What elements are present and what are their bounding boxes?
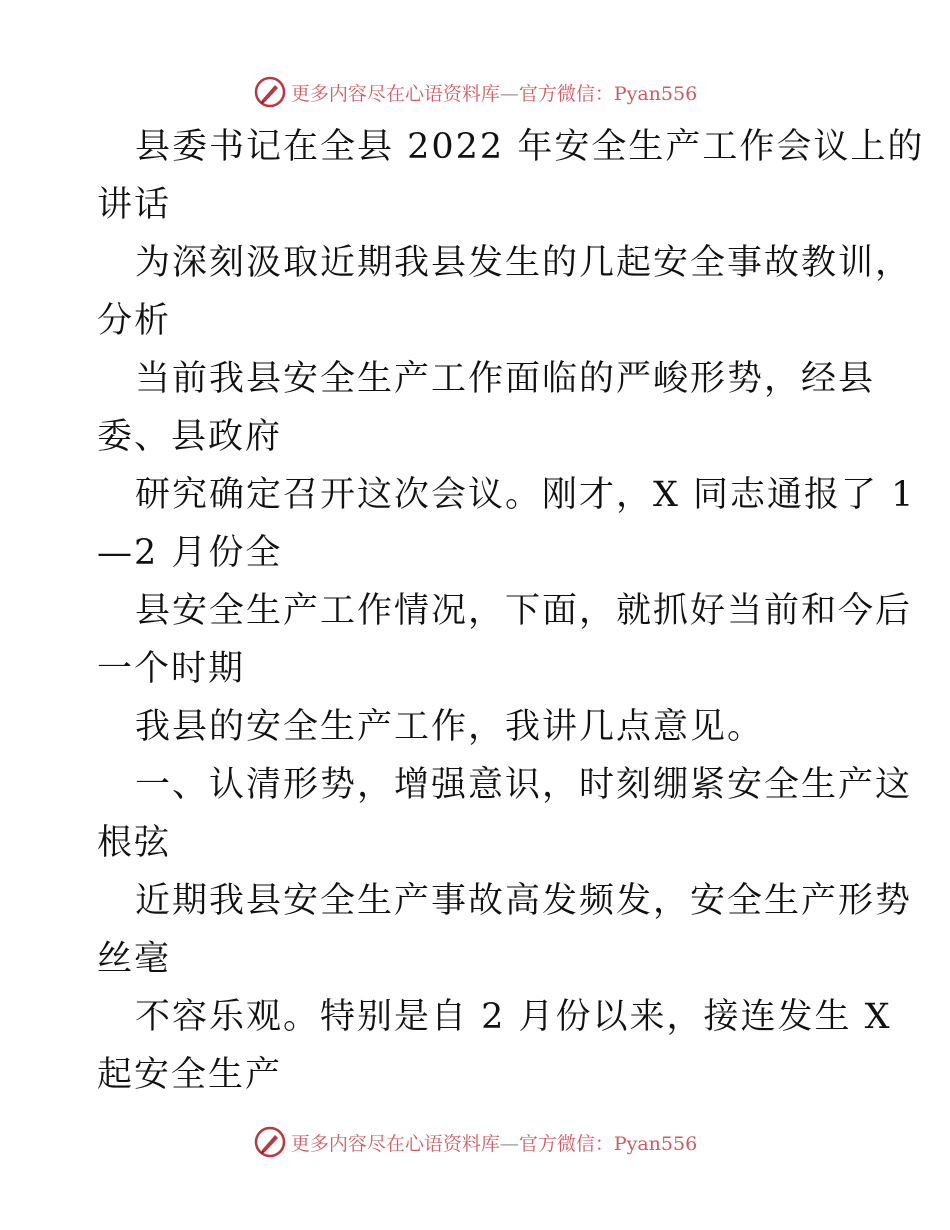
banner-text-main: 更多内容尽在心语资料库 xyxy=(290,1132,500,1155)
banner-text xyxy=(291,79,697,106)
text-line: 委、县政府 xyxy=(97,417,283,457)
pen-logo-icon xyxy=(253,1125,287,1159)
banner-text-tail: 官方微信：Pyan556 xyxy=(518,1132,698,1155)
text-line: 为深刻汲取近期我县发生的几起安全事故教训， xyxy=(135,243,913,283)
text-line: 一、认清形势，增强意识，时刻绷紧安全生产这 xyxy=(135,765,913,805)
text-line: 研究确定召开这次会议。刚才，X 同志通报了 1 xyxy=(135,475,916,515)
text-line: 一个时期 xyxy=(97,649,246,689)
text-line: 县委书记在全县 2022 年安全生产工作会议上的 xyxy=(135,127,925,167)
text-line: 丝毫 xyxy=(97,939,172,979)
text-line: —2 月份全 xyxy=(97,533,283,573)
banner-text-main: 更多内容尽在心语资料库 xyxy=(290,82,500,105)
text-line: 不容乐观。特别是自 2 月份以来，接连发生 X xyxy=(135,997,892,1037)
text-line: 根弦 xyxy=(97,823,172,863)
footer-banner xyxy=(0,1122,950,1162)
text-line: 分析 xyxy=(97,301,172,341)
text-line: 当前我县安全生产工作面临的严峻形势，经县 xyxy=(135,359,876,399)
text-line: 起安全生产 xyxy=(97,1055,283,1095)
text-line: 近期我县安全生产事故高发频发，安全生产形势 xyxy=(135,881,913,921)
text-line: 县安全生产工作情况，下面，就抓好当前和今后 xyxy=(135,591,913,631)
banner-separator: — xyxy=(499,82,519,105)
text-line: 我县的安全生产工作，我讲几点意见。 xyxy=(135,707,765,747)
header-banner xyxy=(0,72,950,112)
banner-separator: — xyxy=(499,1132,519,1155)
document-body xyxy=(97,118,925,1104)
text-line: 讲话 xyxy=(97,185,172,225)
banner-text-tail: 官方微信：Pyan556 xyxy=(518,82,698,105)
pen-logo-icon xyxy=(253,75,287,109)
banner-text xyxy=(291,1129,697,1156)
